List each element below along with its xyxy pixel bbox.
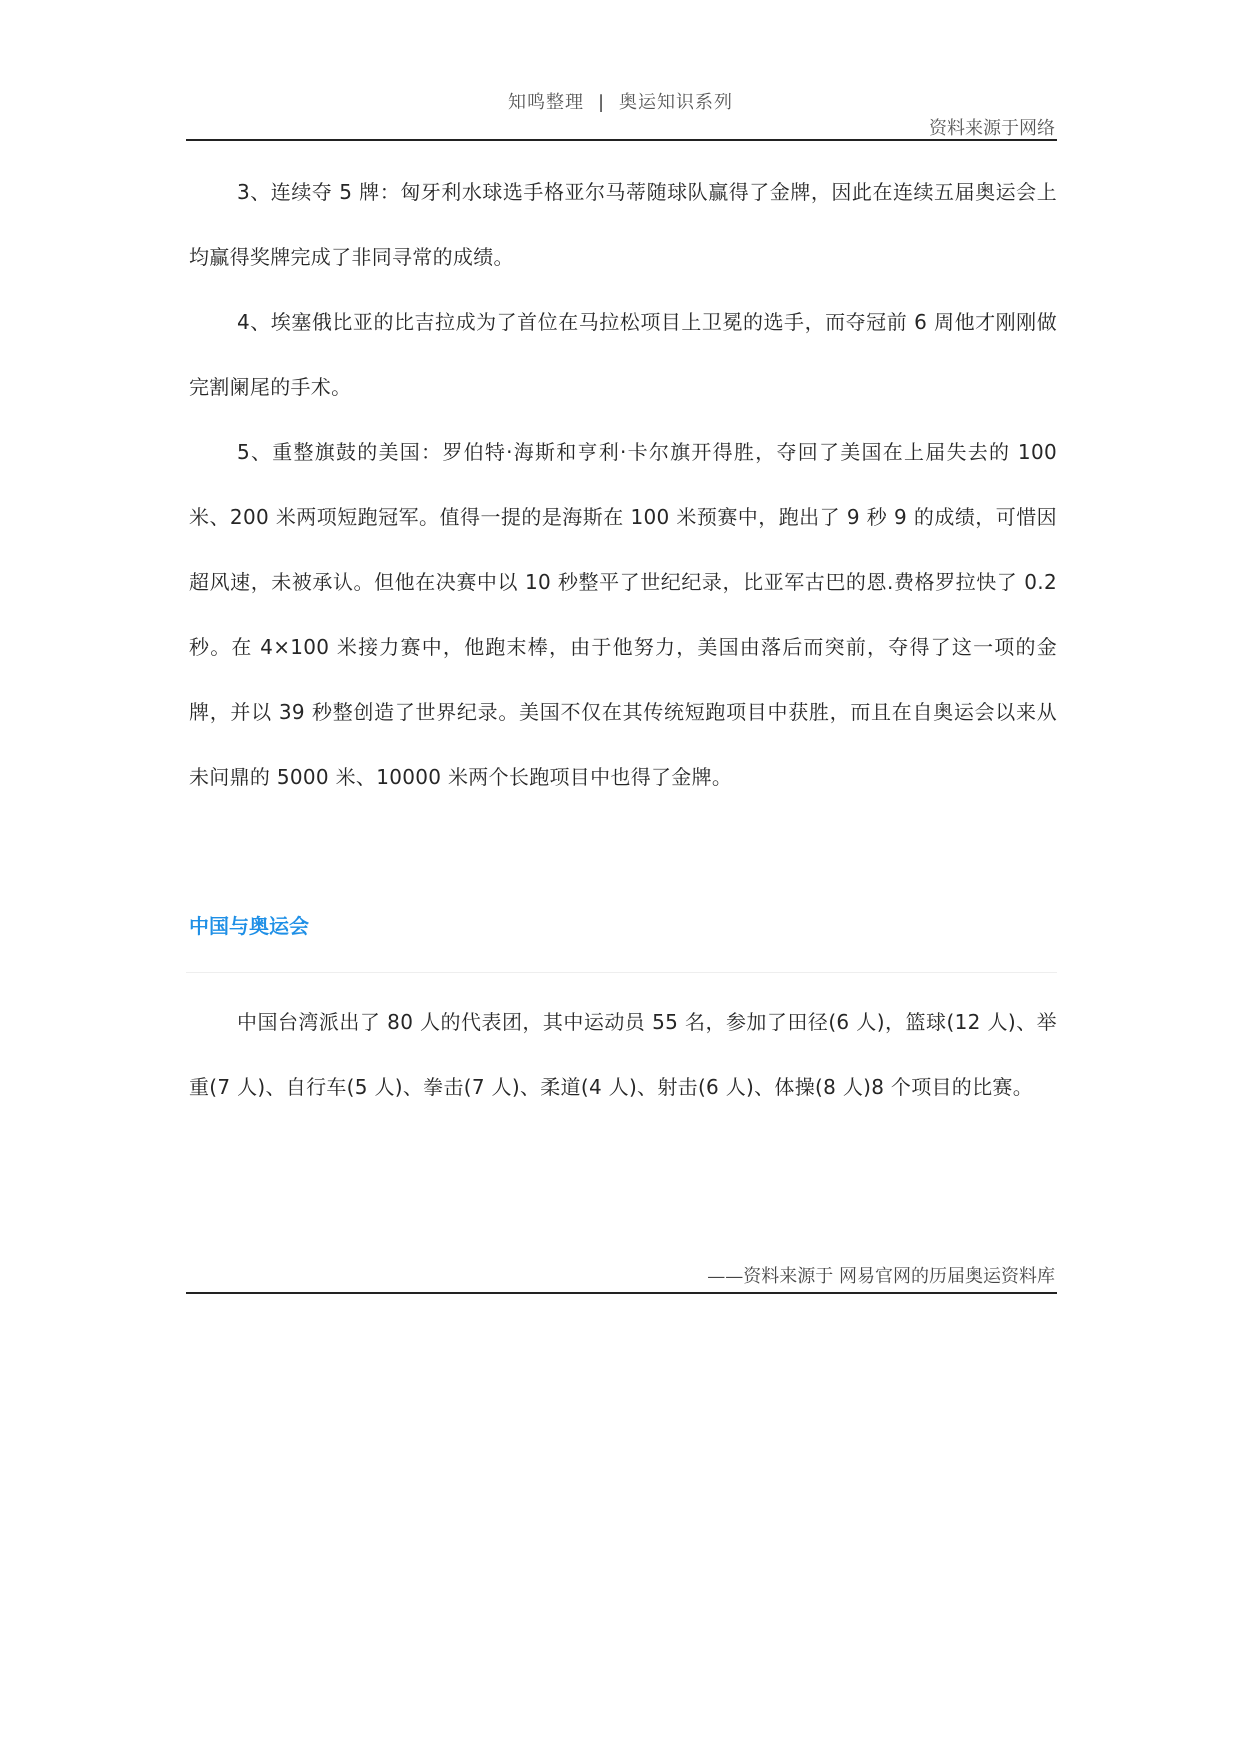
section-divider — [186, 972, 1057, 973]
section-body — [189, 990, 1057, 1120]
header-separator: | — [597, 92, 606, 113]
header-series: 奥运知识系列 — [619, 92, 734, 113]
paragraph-item-4: 4、埃塞俄比亚的比吉拉成为了首位在马拉松项目上卫冕的选手，而夺冠前 6 周他才刚刚做完割阑尾的手术。 — [189, 310, 1057, 399]
footer-source-note: ——资料来源于 网易官网的历届奥运资料库 — [707, 1266, 1055, 1287]
header-source-note: 资料来源于网络 — [929, 118, 1055, 139]
header-organizer: 知鸣整理 — [507, 92, 584, 113]
paragraph-item-3: 3、连续夺 5 牌：匈牙利水球选手格亚尔马蒂随球队赢得了金牌，因此在连续五届奥运会上均赢得奖牌完成了非同寻常的成绩。 — [189, 180, 1057, 269]
section-heading: 中国与奥运会 — [189, 914, 309, 938]
header-divider — [186, 139, 1057, 141]
section-paragraph: 中国台湾派出了 80 人的代表团，其中运动员 55 名，参加了田径(6 人)，篮球(12 人)、举重(7 人)、自行车(5 人)、拳击(7 人)、柔道(4 人)、射击(6 人)、体操(8 人)8 个项目的比赛。 — [189, 1010, 1057, 1099]
body-text — [189, 160, 1057, 810]
page-header — [0, 88, 1241, 114]
footer-divider — [186, 1292, 1057, 1294]
paragraph-item-5: 5、重整旗鼓的美国：罗伯特·海斯和亨利·卡尔旗开得胜，夺回了美国在上届失去的 100 米、200 米两项短跑冠军。值得一提的是海斯在 100 米预赛中，跑出了 9 秒 9 的成绩，可惜因超风速，未被承认。但他在决赛中以 10 秒整平了世纪纪录，比亚军古巴的恩.费格罗拉快了 0.2 秒。在 4×100 米接力赛中，他跑末棒，由于他努力，美国由落后而突前，夺得了这一项的金牌，并以 39 秒整创造了世界纪录。美国不仅在其传统短跑项目中获胜，而且在自奥运会以来从未问鼎的 5000 米、10000 米两个长跑项目中也得了金牌。 — [189, 440, 1057, 789]
